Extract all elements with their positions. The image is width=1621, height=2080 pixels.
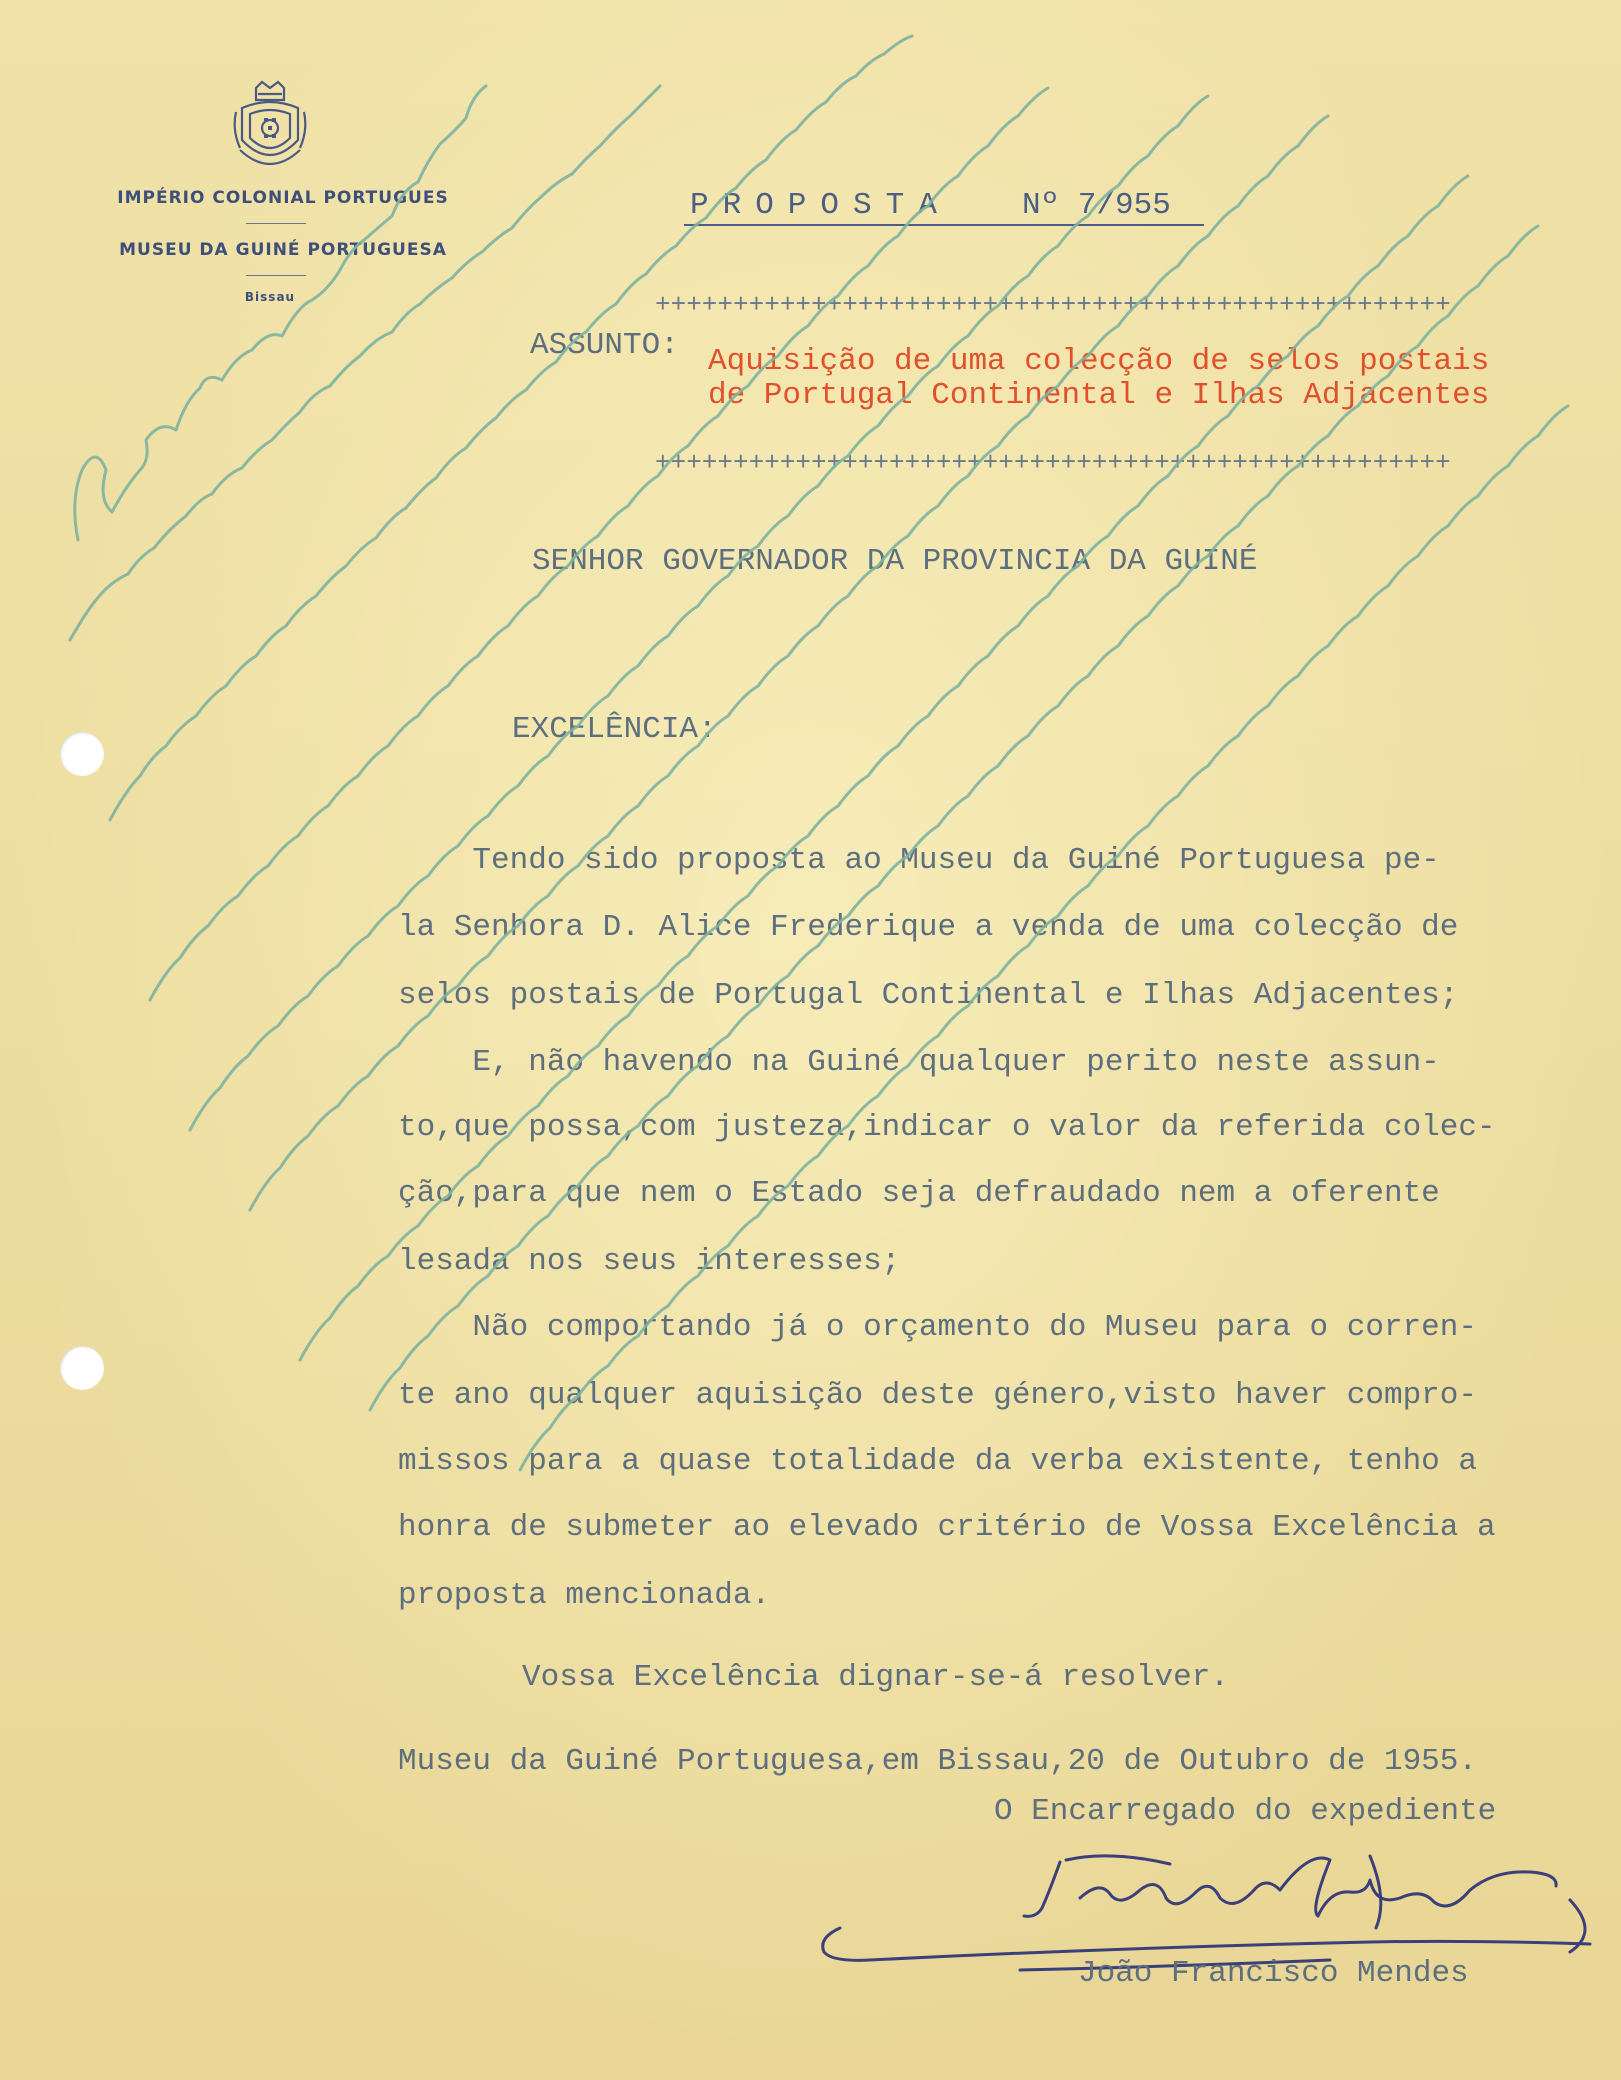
- body-line: selos postais de Portugal Continental e Ilhas Adjacentes;: [398, 978, 1459, 1013]
- body-line: Não comportando já o orçamento do Museu para o corren-: [398, 1310, 1477, 1345]
- signatory-name: João Francisco Mendes: [1078, 1956, 1469, 1991]
- body-line: te ano qualquer aquisição deste género,visto haver compro-: [398, 1378, 1477, 1413]
- assunto-label: ASSUNTO:: [530, 328, 679, 363]
- body-line: honra de submeter ao elevado critério de Vossa Excelência a: [398, 1510, 1496, 1545]
- coat-of-arms-icon: [228, 78, 312, 178]
- crosses-row-bottom: +++++++++++++++++++++++++++++++++++++++++++++++++++: [655, 448, 1451, 478]
- place-date: Museu da Guiné Portuguesa,em Bissau,20 de Outubro de 1955.: [398, 1744, 1477, 1779]
- punch-hole-top: [60, 732, 104, 776]
- proposal-title: PROPOSTA: [690, 188, 951, 223]
- punch-hole-bottom: [60, 1346, 104, 1390]
- crosses-row-top: +++++++++++++++++++++++++++++++++++++++++++++++++++: [655, 290, 1451, 320]
- title-underline: [684, 224, 1204, 226]
- body-line: missos para a quase totalidade da verba existente, tenho a: [398, 1444, 1477, 1479]
- body-line: to,que possa,com justeza,indicar o valor da referida colec-: [398, 1110, 1496, 1145]
- signatory-role: O Encarregado do expediente: [994, 1794, 1497, 1829]
- body-line: E, não havendo na Guiné qualquer perito neste assun-: [398, 1045, 1440, 1080]
- letterhead-divider-1: [246, 223, 306, 224]
- body-line: lesada nos seus interesses;: [398, 1244, 901, 1279]
- addressee: SENHOR GOVERNADOR DA PROVINCIA DA GUINÉ: [532, 544, 1258, 579]
- body-line: Tendo sido proposta ao Museu da Guiné Portuguesa pe-: [398, 843, 1440, 878]
- body-line: la Senhora D. Alice Frederique a venda de uma colecção de: [398, 910, 1459, 945]
- body-line: ção,para que nem o Estado seja defraudado nem a oferente: [398, 1176, 1440, 1211]
- subject-line-2: de Portugal Continental e Ilhas Adjacentes: [708, 378, 1490, 413]
- letterhead-divider-2: [246, 275, 306, 276]
- letterhead-line-3: Bissau: [244, 290, 296, 304]
- body-line: proposta mencionada.: [398, 1578, 771, 1613]
- letterhead-line-1: IMPÉRIO COLONIAL PORTUGUES: [117, 188, 449, 208]
- letterhead-line-2: MUSEU DA GUINÉ PORTUGUESA: [119, 240, 447, 260]
- subject-line-1: Aquisição de uma colecção de selos postais: [708, 344, 1490, 379]
- salutation: EXCELÊNCIA:: [512, 712, 717, 747]
- proposal-number: Nº 7/955: [1022, 188, 1171, 223]
- closing-line: Vossa Excelência dignar-se-á resolver.: [522, 1660, 1229, 1695]
